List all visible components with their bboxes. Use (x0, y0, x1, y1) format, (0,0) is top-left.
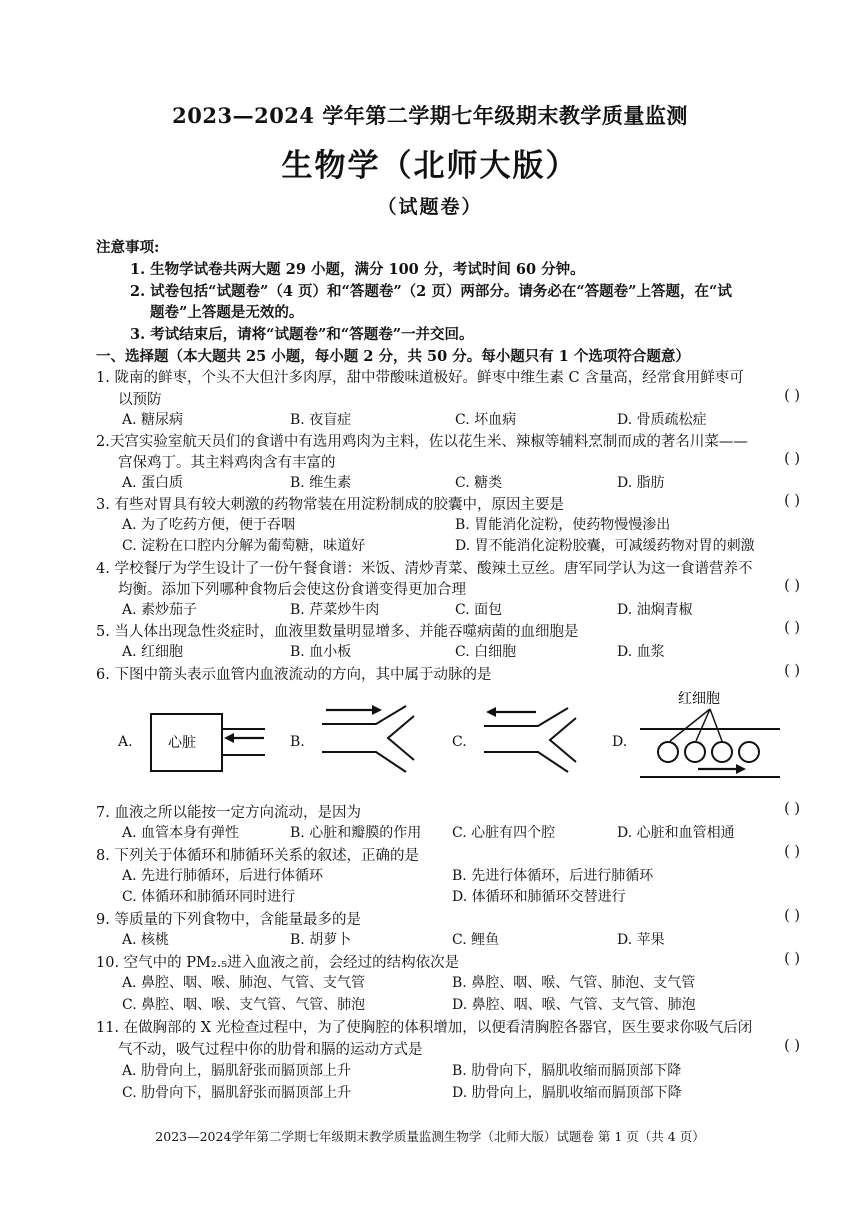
option-d: D. 鼻腔、咽、喉、气管、支气管、肺泡 (452, 997, 696, 1013)
question-stem: 2.天宫实验室航天员们的食谱中有选用鸡肉为主料，佐以花生米、辣椒等辅料烹制而成的著名川菜—— (96, 434, 748, 450)
option-b: B. 血小板 (290, 644, 352, 660)
question-stem: 6. 下图中箭头表示血管内血液流动的方向，其中属于动脉的是 (96, 667, 492, 683)
rbc-label: 红细胞 (678, 691, 720, 707)
option-a: A. 素炒茄子 (122, 602, 198, 618)
answer-bracket: ( ) (784, 388, 800, 404)
option-d: D. 心脏和血管相通 (617, 825, 735, 841)
option-a: A. 血管本身有弹性 (122, 825, 240, 841)
option-a: A. 蛋白质 (122, 475, 184, 491)
option-c: C. 白细胞 (455, 644, 517, 660)
question-stem: 7. 血液之所以能按一定方向流动，是因为 (96, 805, 361, 821)
question-stem: 均衡。添加下列哪种食物后会使这份食谱变得更加合理 (118, 582, 466, 598)
answer-bracket: ( ) (784, 801, 800, 817)
question-stem: 宫保鸡丁。其主料鸡肉含有丰富的 (118, 455, 336, 471)
page-footer: 2023—2024学年第二学期七年级期末教学质量监测生物学（北师大版）试题卷 第 1 页（共 4 页） (155, 1129, 705, 1144)
question-stem: 8. 下列关于体循环和肺循环关系的叙述，正确的是 (96, 848, 419, 864)
option-a: A. (118, 734, 133, 750)
option-b: B. 芹菜炒牛肉 (290, 602, 380, 618)
notice-item: 3. 考试结束后，请将“试题卷”和“答题卷”一并交回。 (130, 326, 474, 343)
answer-bracket: ( ) (784, 1038, 800, 1054)
option-d: D. 血浆 (617, 644, 665, 660)
option-b: B. 肋骨向下，膈肌收缩而膈顶部下降 (452, 1063, 682, 1079)
option-c: C. 淀粉在口腔内分解为葡萄糖，味道好 (122, 538, 366, 554)
option-b: B. 心脏和瓣膜的作用 (290, 825, 422, 841)
option-a: A. 鼻腔、咽、喉、肺泡、气管、支气管 (122, 975, 366, 991)
diagram-c-vessel (480, 700, 580, 780)
option-d: D. (612, 734, 628, 750)
question-stem: 5. 当人体出现急性炎症时，血液里数量明显增多、并能吞噬病菌的血细胞是 (96, 624, 579, 640)
option-c: C. 鲤鱼 (452, 932, 500, 948)
option-d: D. 骨质疏松症 (617, 412, 707, 428)
notice-item: 2. 试卷包括“试题卷”（4 页）和“答题卷”（2 页）两部分。请务必在“答题卷”上答题，在“试 (130, 283, 732, 300)
subject-title: 生物学（北师大版） (281, 148, 579, 184)
option-d: D. 油焖青椒 (617, 602, 693, 618)
question-stem: 10. 空气中的 PM₂.₅进入血液之前，会经过的结构依次是 (96, 955, 460, 971)
option-c: C. (452, 734, 467, 750)
notice-item: 题卷”上答题是无效的。 (150, 304, 304, 321)
question-stem: 气不动，吸气过程中你的肋骨和膈的运动方式是 (118, 1042, 423, 1058)
option-b: B. 胃能消化淀粉，使药物慢慢渗出 (455, 517, 671, 533)
option-a: A. 红细胞 (122, 644, 184, 660)
answer-bracket: ( ) (784, 451, 800, 467)
option-d: D. 体循环和肺循环交替进行 (452, 889, 626, 905)
option-c: C. 坏血病 (455, 412, 517, 428)
option-c: C. 心脏有四个腔 (452, 825, 556, 841)
answer-bracket: ( ) (784, 908, 800, 924)
option-b: B. 维生素 (290, 475, 352, 491)
option-c: C. 糖类 (455, 475, 503, 491)
question-stem: 4. 学校餐厅为学生设计了一份午餐食谱：米饭、清炒青菜、酸辣土豆丝。唐军同学认为这一食谱营养不 (96, 561, 753, 577)
option-c: C. 面包 (455, 602, 503, 618)
answer-bracket: ( ) (784, 844, 800, 860)
question-stem: 1. 陇南的鲜枣，个头不大但汁多肉厚，甜中带酸味道极好。鲜枣中维生素 C 含量高，经常食用鲜枣可 (96, 370, 744, 386)
option-d: D. 胃不能消化淀粉胶囊，可减缓药物对胃的刺激 (455, 538, 755, 554)
answer-bracket: ( ) (784, 951, 800, 967)
notice-heading: 注意事项: (96, 239, 160, 256)
question-stem: 3. 有些对胃具有较大刺激的药物常装在用淀粉制成的胶囊中，原因主要是 (96, 497, 564, 513)
option-a: A. 糖尿病 (122, 412, 184, 428)
option-d: D. 苹果 (617, 932, 665, 948)
answer-bracket: ( ) (784, 578, 800, 594)
option-b: B. (290, 734, 305, 750)
question-stem: 9. 等质量的下列食物中，含能量最多的是 (96, 912, 361, 928)
heart-label: 心脏 (168, 735, 196, 751)
option-a: A. 先进行肺循环，后进行体循环 (122, 868, 324, 884)
diagram-a-heart-vessel (140, 700, 270, 780)
option-d: D. 脂肪 (617, 475, 665, 491)
notice-item: 1. 生物学试卷共两大题 29 小题，满分 100 分，考试时间 60 分钟。 (130, 261, 585, 278)
answer-bracket: ( ) (784, 663, 800, 679)
option-c: C. 体循环和肺循环同时进行 (122, 889, 296, 905)
option-a: A. 肋骨向上，膈肌舒张而膈顶部上升 (122, 1063, 352, 1079)
option-b: B. 先进行体循环，后进行肺循环 (452, 868, 654, 884)
question-stem: 以预防 (118, 392, 162, 408)
diagram-b-vessel (318, 700, 418, 780)
exam-title: 2023—2024 学年第二学期七年级期末教学质量监测 (172, 103, 688, 128)
option-b: B. 胡萝卜 (290, 932, 352, 948)
question-stem: 11. 在做胸部的 X 光检查过程中，为了使胸腔的体积增加，以便看清胸腔各器官，医生要求你吸气后闭 (96, 1020, 753, 1036)
option-a: A. 核桃 (122, 932, 170, 948)
option-c: C. 鼻腔、咽、喉、支气管、气管、肺泡 (122, 997, 366, 1013)
option-a: A. 为了吃药方便，便于吞咽 (122, 517, 296, 533)
section-heading: 一、选择题（本大题共 25 小题，每小题 2 分，共 50 分。每小题只有 1 个选项符合题意） (96, 348, 690, 365)
option-c: C. 肋骨向下，膈肌舒张而膈顶部上升 (122, 1085, 352, 1101)
option-d: D. 肋骨向上，膈肌收缩而膈顶部下降 (452, 1085, 682, 1101)
answer-bracket: ( ) (784, 493, 800, 509)
paper-subtitle: （试题卷） (377, 196, 483, 218)
option-b: B. 鼻腔、咽、喉、气管、肺泡、支气管 (452, 975, 696, 991)
answer-bracket: ( ) (784, 620, 800, 636)
option-b: B. 夜盲症 (290, 412, 352, 428)
diagram-d-capillary (640, 685, 780, 780)
